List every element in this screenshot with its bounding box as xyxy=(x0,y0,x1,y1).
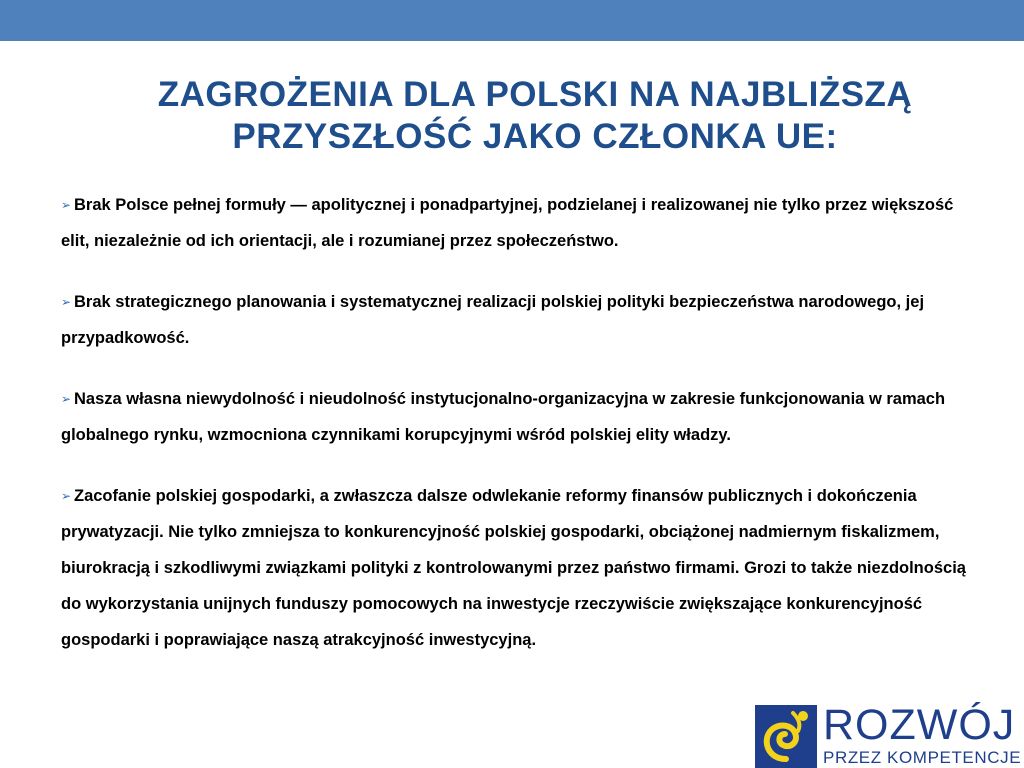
bullet-point-1 xyxy=(61,187,971,259)
bullet-point-3 xyxy=(61,381,971,453)
logo-wordmark: ROZWÓJ xyxy=(823,701,1016,749)
arrow-bullet-icon: ➢ xyxy=(61,392,72,406)
bullet-text: Brak strategicznego planowania i systematycznej realizacji polskiej polityki bezpieczeństwa narodowego, jej przypadkowość. xyxy=(61,293,925,347)
arrow-bullet-icon: ➢ xyxy=(61,198,72,212)
logo-mark-icon xyxy=(755,705,817,768)
slide-title xyxy=(70,74,1000,158)
top-accent-bar xyxy=(0,0,1024,41)
slide-title-line-1: ZAGROŻENIA DLA POLSKI NA NAJBLIŻSZĄ xyxy=(157,75,913,114)
bullet-text: Zacofanie polskiej gospodarki, a zwłaszcza dalsze odwlekanie reformy finansów publicznych i dokończenia prywatyzacji. Nie tylko zmniejsza to konkurencyjność polskiej gospodarki, obciążonej nadmiernym fiskalizmem, biurokracją i szkodliwymi związkami polityki z kontrolowanymi przez państwo firmami. Grozi to także niezdolnością do wykorzystania unijnych funduszy pomocowych na inwestycje rzeczywiście zwiększające konkurencyjność gospodarki i poprawiające naszą atrakcyjność inwestycyjną. xyxy=(61,487,966,649)
bullet-point-2 xyxy=(61,284,971,356)
logo-subtitle: PRZEZ KOMPETENCJE xyxy=(823,748,1022,767)
slide-body xyxy=(61,187,971,683)
bullet-point-4 xyxy=(61,478,971,658)
arrow-bullet-icon: ➢ xyxy=(61,489,72,503)
rozwoj-logo xyxy=(755,703,1024,768)
slide-title-line-2: PRZYSZŁOŚĆ JAKO CZŁONKA UE: xyxy=(232,117,838,156)
bullet-text: Brak Polsce pełnej formuły — apolitycznej i ponadpartyjnej, podzielanej i realizowanej nie tylko przez większość elit, niezależnie od ich orientacji, ale i rozumianej przez społeczeństwo. xyxy=(61,196,954,250)
bullet-text: Nasza własna niewydolność i nieudolność instytucjonalno-organizacyjna w zakresie funkcjonowania w ramach globalnego rynku, wzmocniona czynnikami korupcyjnymi wśród polskiej elity władzy. xyxy=(61,390,946,444)
arrow-bullet-icon: ➢ xyxy=(61,295,72,309)
